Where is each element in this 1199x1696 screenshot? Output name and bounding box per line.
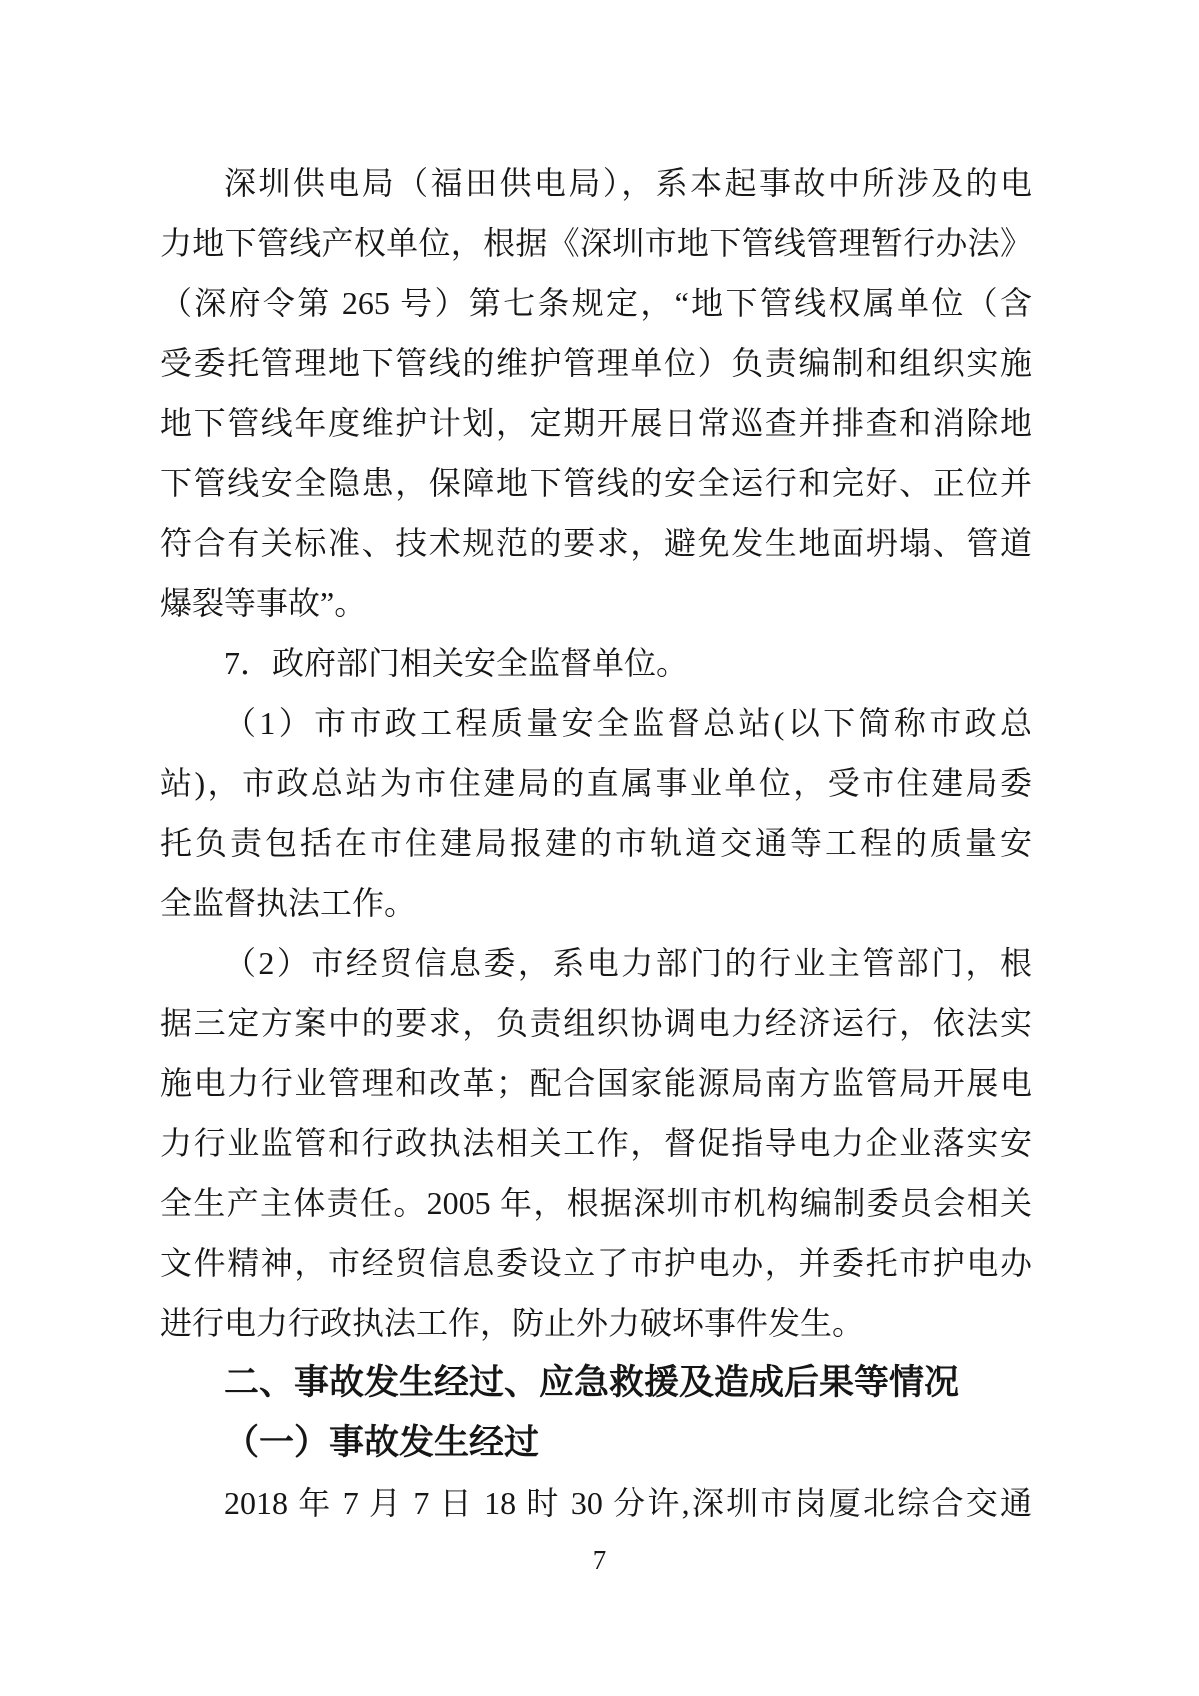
paragraph-line: （深府令第 265 号）第七条规定，“地下管线权属单位（含 bbox=[160, 285, 1032, 321]
paragraph-line: 符合有关标准、技术规范的要求，避免发生地面坍塌、管道 bbox=[160, 525, 1032, 561]
paragraph-line: 受委托管理地下管线的维护管理单位）负责编制和组织实施 bbox=[160, 345, 1032, 381]
paragraph-line: 全监督执法工作。 bbox=[160, 885, 417, 921]
paragraph-line: 站)，市政总站为市住建局的直属事业单位，受市住建局委 bbox=[160, 765, 1032, 801]
paragraph-line: 爆裂等事故”。 bbox=[160, 585, 367, 621]
list-item-7: 7．政府部门相关安全监督单位。 bbox=[224, 645, 689, 681]
paragraph-line: 据三定方案中的要求，负责组织协调电力经济运行，依法实 bbox=[160, 1005, 1032, 1041]
paragraph-line: 全生产主体责任。2005 年，根据深圳市机构编制委员会相关 bbox=[160, 1185, 1032, 1221]
paragraph-line: 施电力行业管理和改革；配合国家能源局南方监管局开展电 bbox=[160, 1065, 1032, 1101]
paragraph-line: 2018 年 7 月 7 日 18 时 30 分许,深圳市岗厦北综合交通 bbox=[224, 1485, 1032, 1521]
paragraph-line: （1）市市政工程质量安全监督总站(以下简称市政总 bbox=[224, 705, 1032, 741]
paragraph-line: 力地下管线产权单位，根据《深圳市地下管线管理暂行办法》 bbox=[160, 225, 1032, 261]
paragraph-line: 深圳供电局（福田供电局），系本起事故中所涉及的电 bbox=[224, 165, 1032, 201]
paragraph-line: 文件精神，市经贸信息委设立了市护电办，并委托市护电办 bbox=[160, 1245, 1032, 1281]
paragraph-line: 托负责包括在市住建局报建的市轨道交通等工程的质量安 bbox=[160, 825, 1032, 861]
page-number: 7 bbox=[592, 1545, 607, 1575]
section-heading: 二、事故发生经过、应急救援及造成后果等情况 bbox=[224, 1363, 960, 1402]
paragraph-line: 下管线安全隐患，保障地下管线的安全运行和完好、正位并 bbox=[160, 465, 1032, 501]
paragraph-line: 进行电力行政执法工作，防止外力破坏事件发生。 bbox=[160, 1305, 865, 1341]
paragraph-line: （2）市经贸信息委，系电力部门的行业主管部门，根 bbox=[224, 945, 1032, 981]
paragraph-line: 力行业监管和行政执法相关工作，督促指导电力企业落实安 bbox=[160, 1125, 1032, 1161]
document-body bbox=[160, 153, 1032, 1533]
subsection-heading: （一）事故发生经过 bbox=[224, 1423, 540, 1462]
paragraph-line: 地下管线年度维护计划，定期开展日常巡查并排查和消除地 bbox=[160, 405, 1032, 441]
